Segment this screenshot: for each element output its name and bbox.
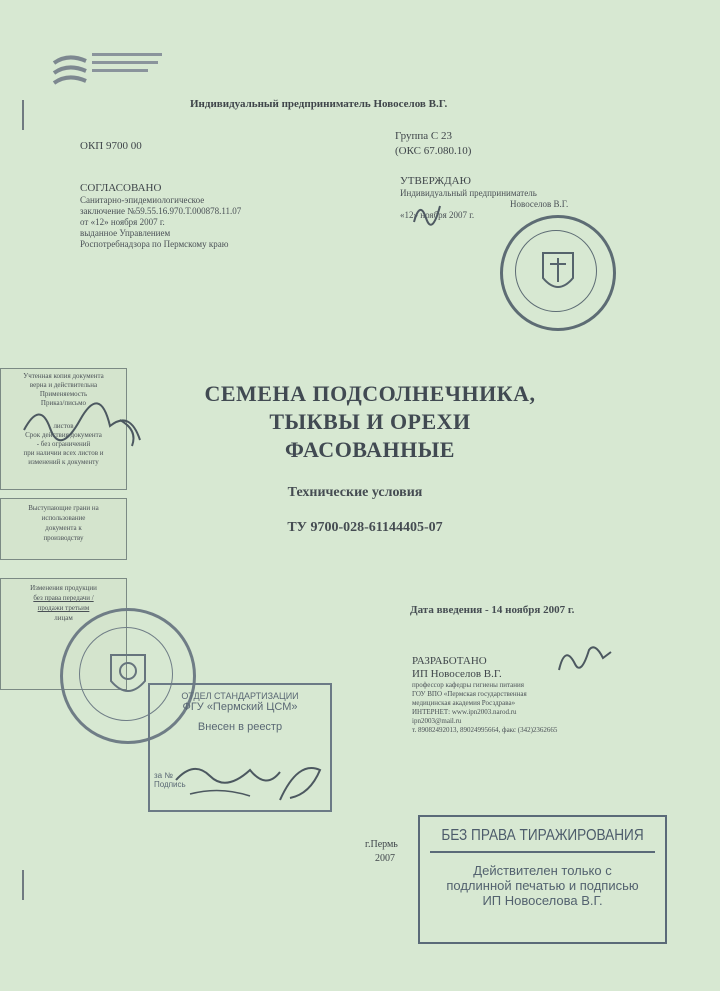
agreed-block [80,182,330,250]
no-copy-line: Действителен только с [473,863,612,878]
agreed-line: заключение №59.55.16.970.Т.000878.11.07 [80,206,242,216]
document-subtitle: Технические условия [287,485,423,500]
sidebar-line: производству [43,534,84,542]
agreed-heading: СОГЛАСОВАНО [80,182,162,194]
sidebar-line: Выступающие грани на [28,504,99,512]
sidebar-line: использование [41,514,86,522]
sidebar-line: изменений к документу [28,458,99,466]
sidebar-line: Применяемость [39,390,88,398]
developed-line: профессор кафедры гигиены питания [412,681,524,689]
registry-signature [170,750,330,810]
registry-line: ФГУ «Пермский ЦСМ» [182,701,298,713]
stamp-divider [430,851,655,853]
coat-of-arms-icon [538,248,578,298]
round-seal [500,215,616,331]
sidebar-line: лицам [54,614,73,622]
company-logo [50,45,170,95]
registry-line: ОТДЕЛ СТАНДАРТИЗАЦИИ [181,691,299,701]
sidebar-line: при наличии всех листов и [23,449,104,457]
margin-mark [22,870,24,900]
developed-line: ipn2003@mail.ru [412,717,462,725]
sidebar-line: верна и действительна [29,381,98,389]
city: г.Пермь [365,839,398,850]
developed-line: т. 89082492013, 89024995664, факс (342)2362665 [412,726,558,734]
sidebar-line: Учтенная копия документа [23,372,104,380]
oks-code: (ОКС 67.080.10) [395,145,472,157]
title-line: ТЫКВЫ И ОРЕХИ [269,409,471,434]
sidebar-line: Изменения продукции [30,584,97,592]
agreed-line: Санитарно-эпидемиологическое [80,195,205,205]
document-code: ТУ 9700-028-61144405-07 [287,520,443,535]
approved-line: Индивидуальный предприниматель [400,188,537,198]
sidebar-line: продажи третьим [37,604,90,612]
emblem-icon [105,649,151,703]
year: 2007 [375,853,395,864]
sidebar-box-production [0,498,127,560]
no-copy-line: подлинной печатью и подписью [446,878,639,893]
org-name: Индивидуальный предприниматель Новоселов В.Г. [190,98,448,110]
developed-name: ИП Новоселов В.Г. [412,668,502,680]
registry-line: за № [154,771,173,780]
no-copy-stamp [418,815,667,944]
agreed-line: от «12» ноября 2007 г. [80,217,165,227]
sidebar-line: - без ограничений [36,440,91,448]
sidebar-line: Приказ/письмо [40,399,87,407]
document-title [150,380,590,464]
developed-line: медицинская академия Росздрава» [412,699,516,707]
registry-line: Внесен в реестр [197,721,283,733]
title-line: СЕМЕНА ПОДСОЛНЕЧНИКА, [204,381,536,406]
no-copy-title: БЕЗ ПРАВА ТИРАЖИРОВАНИЯ [441,827,644,844]
registry-line: Подпись [154,780,186,789]
sidebar-line: листов [53,422,74,430]
margin-mark [22,100,24,130]
agreed-line: Роспотребнадзора по Пермскому краю [80,239,229,249]
title-line: ФАСОВАННЫЕ [285,437,455,462]
developed-line: ИНТЕРНЕТ: www.ipn2003.narod.ru [412,708,517,716]
developed-line: ГОУ ВПО «Пермская государственная [412,690,527,698]
okp-code: ОКП 9700 00 [80,140,142,152]
sidebar-line: документа к [45,524,82,532]
intro-date: Дата введения - 14 ноября 2007 г. [410,604,575,616]
sidebar-line: без права передачи / [33,594,94,602]
approved-date: «12» ноября 2007 г. [400,210,475,220]
developer-signature [555,640,615,680]
approved-line: Новоселов В.Г. [510,199,569,209]
sidebar-signature [20,400,150,450]
approved-heading: УТВЕРЖДАЮ [400,175,471,187]
developed-heading: РАЗРАБОТАНО [412,655,487,667]
developed-block [412,655,672,735]
approved-signature [410,198,450,228]
group-code: Группа С 23 [395,130,453,142]
sidebar-line: Срок действия документа [25,431,102,439]
no-copy-line: ИП Новоселова В.Г. [482,893,603,908]
agreed-line: выданное Управлением [80,228,171,238]
